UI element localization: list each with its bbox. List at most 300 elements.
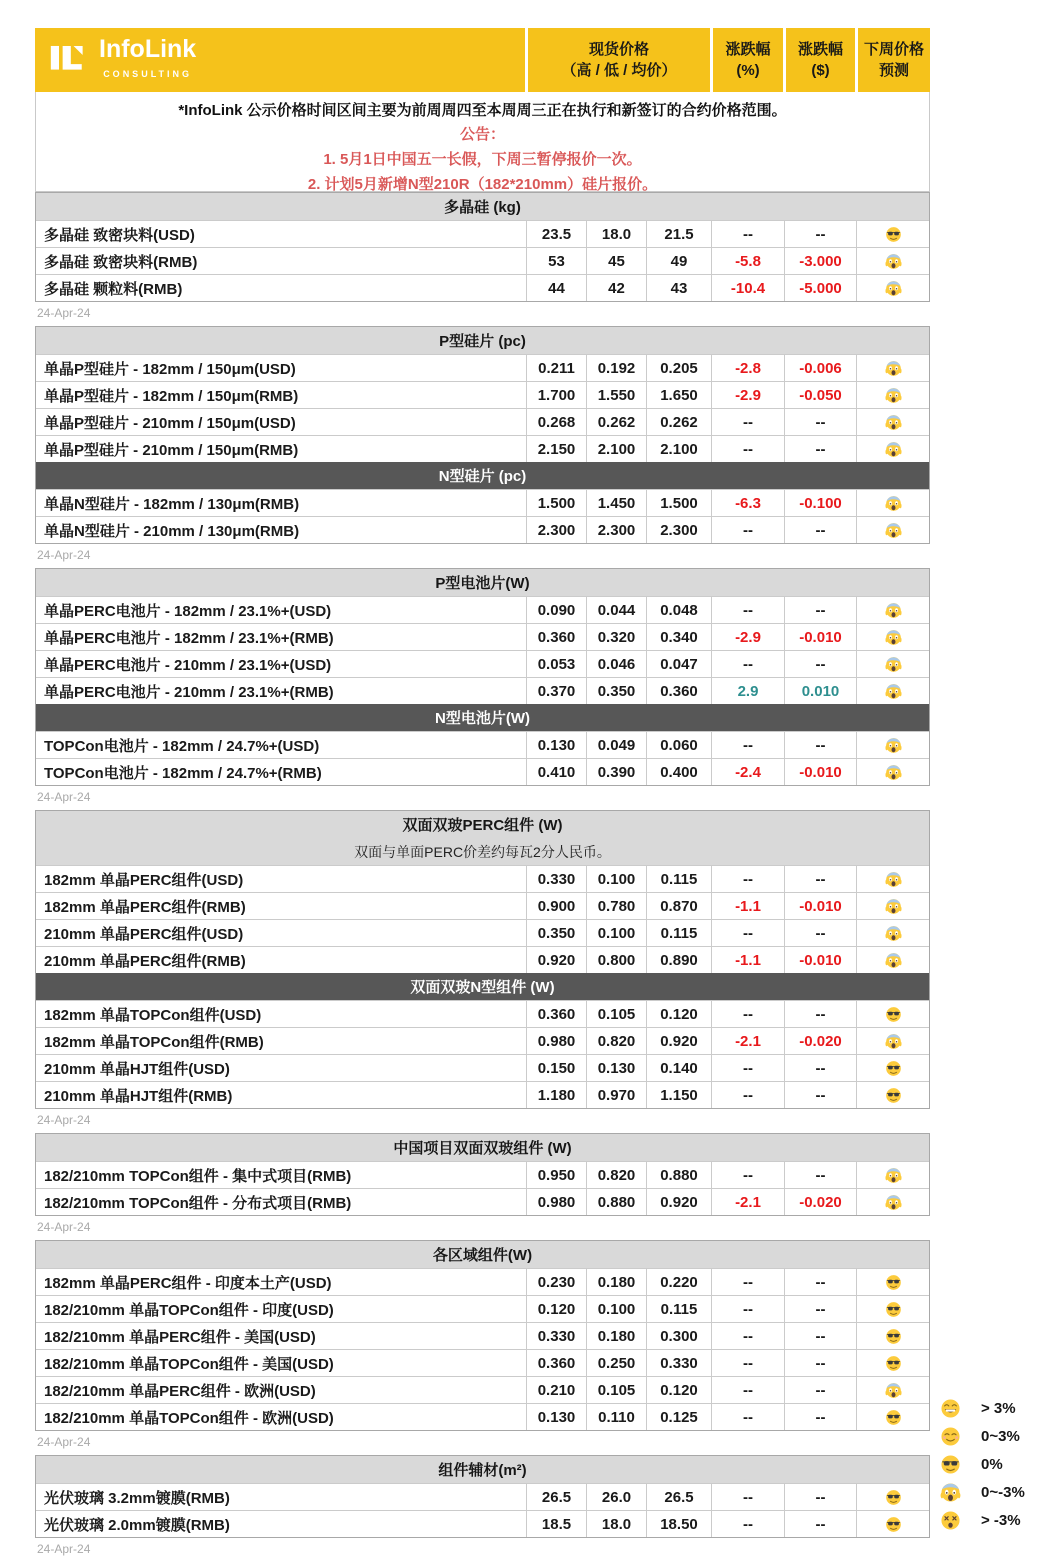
- price-high-cell: 0.900: [526, 893, 586, 919]
- scream-emoji-icon: [885, 1167, 902, 1184]
- price-low-cell: 0.820: [586, 1162, 646, 1188]
- forecast-cell: [856, 436, 929, 462]
- scream-emoji-icon: [885, 925, 902, 942]
- price-low-cell: 0.100: [586, 866, 646, 892]
- section-header: 双面双玻N型组件 (W): [36, 973, 929, 1000]
- change-usd-cell: -0.006: [784, 355, 856, 381]
- change-pct-cell: --: [711, 1377, 784, 1403]
- scream-emoji-icon: [885, 253, 902, 270]
- price-high-cell: 26.5: [526, 1484, 586, 1510]
- section-header: P型硅片 (pc): [36, 327, 929, 354]
- price-low-cell: 0.100: [586, 920, 646, 946]
- change-pct-cell: --: [711, 1269, 784, 1295]
- change-usd-subtitle: ($): [811, 62, 830, 79]
- change-usd-cell: -0.010: [784, 759, 856, 785]
- change-usd-cell: -5.000: [784, 275, 856, 301]
- table-row: [36, 1268, 929, 1295]
- change-usd-cell: --: [784, 1162, 856, 1188]
- change-pct-cell: -2.9: [711, 382, 784, 408]
- table-row: [36, 650, 929, 677]
- forecast-subtitle: 预测: [878, 62, 909, 79]
- forecast-cell: [856, 597, 929, 623]
- product-name-cell: 182mm 单晶PERC组件(RMB): [44, 898, 246, 916]
- table-row: [36, 435, 929, 462]
- price-avg-cell: 0.870: [646, 893, 711, 919]
- forecast-cell: [856, 517, 929, 543]
- price-low-cell: 0.105: [586, 1001, 646, 1027]
- product-name-cell: TOPCon电池片 - 182mm / 24.7%+(RMB): [44, 764, 322, 782]
- price-high-cell: 0.130: [526, 1404, 586, 1430]
- price-avg-cell: 1.500: [646, 490, 711, 516]
- price-avg-cell: 0.920: [646, 1189, 711, 1215]
- product-name-cell: 多晶硅 致密块料(USD): [44, 226, 195, 244]
- legend-label: > 3%: [981, 1399, 1016, 1417]
- change-pct-cell: --: [711, 597, 784, 623]
- cool-emoji-icon: [885, 1516, 902, 1533]
- product-name-cell: 单晶P型硅片 - 210mm / 150μm(RMB): [44, 441, 299, 459]
- table-row: [36, 354, 929, 381]
- price-avg-cell: 0.125: [646, 1404, 711, 1430]
- product-name-cell: 210mm 单晶PERC组件(RMB): [44, 952, 246, 970]
- price-low-cell: 0.250: [586, 1350, 646, 1376]
- scream-emoji-icon: [885, 764, 902, 781]
- product-name-cell: 单晶P型硅片 - 210mm / 150μm(USD): [44, 414, 296, 432]
- change-usd-cell: --: [784, 1082, 856, 1108]
- price-high-cell: 0.330: [526, 866, 586, 892]
- section-box: [35, 1455, 930, 1538]
- price-avg-cell: 0.890: [646, 947, 711, 973]
- section-date: 24-Apr-24: [37, 1220, 91, 1234]
- price-low-cell: 0.046: [586, 651, 646, 677]
- price-avg-cell: 0.340: [646, 624, 711, 650]
- price-high-cell: 0.120: [526, 1296, 586, 1322]
- product-name-cell: 单晶PERC电池片 - 182mm / 23.1%+(RMB): [44, 629, 334, 647]
- change-pct-subtitle: (%): [736, 62, 760, 79]
- table-row: [36, 1081, 929, 1108]
- price-low-cell: 0.049: [586, 732, 646, 758]
- table-row: [36, 408, 929, 435]
- price-avg-cell: 21.5: [646, 221, 711, 247]
- product-name-cell: 光伏玻璃 3.2mm镀膜(RMB): [44, 1489, 230, 1507]
- price-low-cell: 0.820: [586, 1028, 646, 1054]
- forecast-cell: [856, 624, 929, 650]
- product-name-cell: 单晶PERC电池片 - 210mm / 23.1%+(RMB): [44, 683, 334, 701]
- forecast-title: 下周价格: [863, 41, 924, 58]
- scream-emoji-icon: [885, 360, 902, 377]
- change-usd-cell: --: [784, 732, 856, 758]
- price-low-cell: 42: [586, 275, 646, 301]
- price-low-cell: 0.262: [586, 409, 646, 435]
- change-pct-cell: --: [711, 221, 784, 247]
- section-header: 各区域组件(W): [36, 1241, 929, 1268]
- product-name-cell: 单晶PERC电池片 - 182mm / 23.1%+(USD): [44, 602, 332, 620]
- price-low-cell: 0.350: [586, 678, 646, 704]
- price-avg-cell: 1.650: [646, 382, 711, 408]
- brand-name: InfoLink: [99, 34, 197, 63]
- product-name-cell: 210mm 单晶HJT组件(USD): [44, 1060, 230, 1078]
- table-row: [36, 677, 929, 704]
- table-row: [36, 596, 929, 623]
- legend-label: > -3%: [981, 1511, 1021, 1529]
- price-high-cell: 1.500: [526, 490, 586, 516]
- section-box: [35, 568, 930, 786]
- scream-emoji-icon: [885, 522, 902, 539]
- price-high-cell: 0.950: [526, 1162, 586, 1188]
- scream-emoji-icon: [885, 629, 902, 646]
- table-row: [36, 274, 929, 301]
- price-high-cell: 0.268: [526, 409, 586, 435]
- legend-item: [936, 1450, 1040, 1478]
- product-name-cell: 单晶P型硅片 - 182mm / 150μm(RMB): [44, 387, 299, 405]
- product-name-cell: 182/210mm TOPCon组件 - 集中式项目(RMB): [44, 1167, 352, 1185]
- report-header-row: [35, 28, 930, 92]
- price-avg-cell: 0.220: [646, 1269, 711, 1295]
- change-usd-cell: --: [784, 1055, 856, 1081]
- price-low-cell: 0.044: [586, 597, 646, 623]
- forecast-cell: [856, 947, 929, 973]
- section-date: 24-Apr-24: [37, 1113, 91, 1127]
- price-high-cell: 0.920: [526, 947, 586, 973]
- scream-emoji-icon: [885, 1382, 902, 1399]
- forecast-cell: [856, 1511, 929, 1537]
- price-high-cell: 0.150: [526, 1055, 586, 1081]
- legend-item: [936, 1478, 1040, 1506]
- price-low-cell: 0.105: [586, 1377, 646, 1403]
- forecast-cell: [856, 1377, 929, 1403]
- product-name-cell: 182/210mm 单晶PERC组件 - 美国(USD): [44, 1328, 316, 1346]
- brand-block: [35, 28, 525, 92]
- price-avg-cell: 43: [646, 275, 711, 301]
- change-usd-cell: -0.020: [784, 1189, 856, 1215]
- change-usd-cell: --: [784, 1296, 856, 1322]
- price-avg-cell: 0.330: [646, 1350, 711, 1376]
- price-high-cell: 0.130: [526, 732, 586, 758]
- forecast-cell: [856, 1404, 929, 1430]
- price-high-cell: 0.360: [526, 624, 586, 650]
- scream-emoji-icon: [885, 414, 902, 431]
- change-pct-cell: -2.8: [711, 355, 784, 381]
- price-high-cell: 0.370: [526, 678, 586, 704]
- table-row: [36, 1027, 929, 1054]
- price-avg-cell: 2.100: [646, 436, 711, 462]
- announcement-line-2: 2. 计划5月新增N型210R（182*210mm）硅片报价。: [307, 176, 658, 193]
- price-high-cell: 2.150: [526, 436, 586, 462]
- infolink-logo-icon: [49, 43, 89, 78]
- legend-item: [936, 1394, 1040, 1422]
- change-pct-cell: --: [711, 1511, 784, 1537]
- section-date: 24-Apr-24: [37, 306, 91, 320]
- product-name-cell: 210mm 单晶HJT组件(RMB): [44, 1087, 233, 1105]
- forecast-cell: [856, 1296, 929, 1322]
- forecast-cell: [856, 732, 929, 758]
- change-usd-cell: -0.010: [784, 947, 856, 973]
- section-date: 24-Apr-24: [37, 1435, 91, 1449]
- price-avg-cell: 0.140: [646, 1055, 711, 1081]
- change-usd-cell: --: [784, 1323, 856, 1349]
- table-row: [36, 919, 929, 946]
- forecast-cell: [856, 1323, 929, 1349]
- change-usd-cell: -0.100: [784, 490, 856, 516]
- change-pct-cell: -10.4: [711, 275, 784, 301]
- column-header-change-pct: [710, 28, 783, 92]
- price-low-cell: 2.300: [586, 517, 646, 543]
- table-row: [36, 731, 929, 758]
- change-usd-cell: --: [784, 1404, 856, 1430]
- change-pct-cell: --: [711, 409, 784, 435]
- price-high-cell: 0.230: [526, 1269, 586, 1295]
- change-usd-cell: --: [784, 1377, 856, 1403]
- cool-emoji-icon: [885, 1409, 902, 1426]
- price-high-cell: 0.210: [526, 1377, 586, 1403]
- price-high-cell: 0.980: [526, 1028, 586, 1054]
- change-usd-title: 涨跌幅: [797, 41, 843, 58]
- product-name-cell: 182mm 单晶PERC组件 - 印度本土产(USD): [44, 1274, 332, 1292]
- table-row: [36, 1376, 929, 1403]
- forecast-cell: [856, 759, 929, 785]
- product-name-cell: 182/210mm 单晶TOPCon组件 - 欧洲(USD): [44, 1409, 334, 1427]
- forecast-cell: [856, 221, 929, 247]
- change-usd-cell: -3.000: [784, 248, 856, 274]
- table-row: [36, 1161, 929, 1188]
- price-avg-cell: 0.115: [646, 866, 711, 892]
- price-low-cell: 2.100: [586, 436, 646, 462]
- change-usd-cell: --: [784, 597, 856, 623]
- product-name-cell: 单晶N型硅片 - 182mm / 130μm(RMB): [44, 495, 300, 513]
- change-usd-cell: 0.010: [784, 678, 856, 704]
- product-name-cell: TOPCon电池片 - 182mm / 24.7%+(USD): [44, 737, 320, 755]
- product-name-cell: 182mm 单晶TOPCon组件(RMB): [44, 1033, 264, 1051]
- table-row: [36, 381, 929, 408]
- table-row: [36, 1054, 929, 1081]
- cool-emoji-icon: [885, 1301, 902, 1318]
- section-header: N型电池片(W): [36, 704, 929, 731]
- change-usd-cell: -0.010: [784, 893, 856, 919]
- forecast-cell: [856, 409, 929, 435]
- price-low-cell: 0.180: [586, 1269, 646, 1295]
- price-avg-cell: 0.060: [646, 732, 711, 758]
- price-report: [35, 28, 930, 1562]
- scream-emoji-icon: [885, 441, 902, 458]
- forecast-cell: [856, 1162, 929, 1188]
- table-row: [36, 1188, 929, 1215]
- change-pct-cell: -2.1: [711, 1028, 784, 1054]
- legend-item: [936, 1506, 1040, 1534]
- change-pct-cell: --: [711, 1484, 784, 1510]
- forecast-cell: [856, 1055, 929, 1081]
- price-low-cell: 0.970: [586, 1082, 646, 1108]
- price-avg-cell: 0.262: [646, 409, 711, 435]
- price-low-cell: 0.800: [586, 947, 646, 973]
- scream-emoji-icon: [885, 952, 902, 969]
- price-avg-cell: 0.115: [646, 1296, 711, 1322]
- change-usd-cell: --: [784, 221, 856, 247]
- cool-emoji-icon: [940, 1454, 961, 1475]
- price-low-cell: 0.180: [586, 1323, 646, 1349]
- brand-tagline: CONSULTING: [103, 68, 193, 79]
- product-name-cell: 210mm 单晶PERC组件(USD): [44, 925, 244, 943]
- forecast-cell: [856, 866, 929, 892]
- table-row: [36, 247, 929, 274]
- section-header: 多晶硅 (kg): [36, 193, 929, 220]
- change-pct-cell: --: [711, 436, 784, 462]
- forecast-cell: [856, 248, 929, 274]
- legend-label: 0~-3%: [981, 1483, 1025, 1501]
- table-row: [36, 1403, 929, 1430]
- price-low-cell: 0.110: [586, 1404, 646, 1430]
- cool-emoji-icon: [885, 1328, 902, 1345]
- sections-container: [35, 192, 930, 1562]
- forecast-cell: [856, 1001, 929, 1027]
- cool-emoji-icon: [885, 1355, 902, 1372]
- table-row: [36, 892, 929, 919]
- legend-label: 0~3%: [981, 1427, 1020, 1445]
- product-name-cell: 单晶P型硅片 - 182mm / 150μm(USD): [44, 360, 296, 378]
- price-avg-cell: 0.120: [646, 1001, 711, 1027]
- price-avg-cell: 0.047: [646, 651, 711, 677]
- product-name-cell: 多晶硅 颗粒料(RMB): [44, 280, 183, 298]
- legend-item: [936, 1422, 1040, 1450]
- scream-emoji-icon: [885, 683, 902, 700]
- price-low-cell: 45: [586, 248, 646, 274]
- price-avg-cell: 0.920: [646, 1028, 711, 1054]
- change-pct-cell: --: [711, 1082, 784, 1108]
- product-name-cell: 182/210mm TOPCon组件 - 分布式项目(RMB): [44, 1194, 352, 1212]
- price-low-cell: 18.0: [586, 1511, 646, 1537]
- scream-emoji-icon: [885, 280, 902, 297]
- scream-emoji-icon: [885, 1194, 902, 1211]
- change-pct-cell: --: [711, 866, 784, 892]
- scream-emoji-icon: [940, 1482, 961, 1503]
- price-high-cell: 44: [526, 275, 586, 301]
- section-subtitle: 双面与单面PERC价差约每瓦2分人民币。: [36, 838, 929, 865]
- table-row: [36, 1000, 929, 1027]
- table-row: [36, 489, 929, 516]
- forecast-legend: [936, 1394, 1040, 1534]
- forecast-cell: [856, 355, 929, 381]
- change-pct-cell: --: [711, 1001, 784, 1027]
- change-pct-cell: -2.1: [711, 1189, 784, 1215]
- price-avg-cell: 0.880: [646, 1162, 711, 1188]
- table-row: [36, 516, 929, 543]
- price-high-cell: 0.980: [526, 1189, 586, 1215]
- table-row: [36, 758, 929, 785]
- change-usd-cell: --: [784, 1269, 856, 1295]
- forecast-cell: [856, 678, 929, 704]
- change-pct-cell: --: [711, 1350, 784, 1376]
- price-high-cell: 0.350: [526, 920, 586, 946]
- change-pct-cell: --: [711, 1404, 784, 1430]
- price-avg-cell: 0.360: [646, 678, 711, 704]
- product-name-cell: 单晶PERC电池片 - 210mm / 23.1%+(USD): [44, 656, 332, 674]
- spot-price-subtitle: （高 / 低 / 均价）: [561, 62, 677, 79]
- change-usd-cell: --: [784, 1484, 856, 1510]
- product-name-cell: 182/210mm 单晶TOPCon组件 - 美国(USD): [44, 1355, 334, 1373]
- change-usd-cell: --: [784, 1001, 856, 1027]
- change-pct-cell: --: [711, 1055, 784, 1081]
- price-avg-cell: 0.048: [646, 597, 711, 623]
- table-row: [36, 946, 929, 973]
- forecast-cell: [856, 893, 929, 919]
- price-low-cell: 1.550: [586, 382, 646, 408]
- section-box: [35, 1133, 930, 1216]
- section-header: 组件辅材(m²): [36, 1456, 929, 1483]
- section-header: P型电池片(W): [36, 569, 929, 596]
- change-usd-cell: --: [784, 866, 856, 892]
- forecast-cell: [856, 920, 929, 946]
- price-low-cell: 0.880: [586, 1189, 646, 1215]
- change-usd-cell: -0.020: [784, 1028, 856, 1054]
- section-date: 24-Apr-24: [37, 790, 91, 804]
- scream-emoji-icon: [885, 898, 902, 915]
- product-name-cell: 182mm 单晶PERC组件(USD): [44, 871, 244, 889]
- dizzy-emoji-icon: [940, 1510, 961, 1531]
- cool-emoji-icon: [885, 1489, 902, 1506]
- scream-emoji-icon: [885, 387, 902, 404]
- table-row: [36, 865, 929, 892]
- change-pct-title: 涨跌幅: [725, 41, 771, 58]
- price-avg-cell: 0.400: [646, 759, 711, 785]
- change-usd-cell: --: [784, 436, 856, 462]
- change-usd-cell: --: [784, 651, 856, 677]
- price-avg-cell: 0.115: [646, 920, 711, 946]
- change-usd-cell: --: [784, 409, 856, 435]
- forecast-cell: [856, 1189, 929, 1215]
- smile-emoji-icon: [940, 1426, 961, 1447]
- forecast-cell: [856, 382, 929, 408]
- cool-emoji-icon: [885, 1274, 902, 1291]
- change-usd-cell: --: [784, 1511, 856, 1537]
- price-low-cell: 18.0: [586, 221, 646, 247]
- change-usd-cell: --: [784, 920, 856, 946]
- scream-emoji-icon: [885, 1033, 902, 1050]
- price-avg-cell: 0.120: [646, 1377, 711, 1403]
- table-row: [36, 1322, 929, 1349]
- price-avg-cell: 0.300: [646, 1323, 711, 1349]
- table-row: [36, 623, 929, 650]
- column-header-change-usd: [783, 28, 855, 92]
- product-name-cell: 单晶N型硅片 - 210mm / 130μm(RMB): [44, 522, 300, 540]
- price-low-cell: 0.100: [586, 1296, 646, 1322]
- announcement-line-1: 1. 5月1日中国五一长假，下周三暂停报价一次。: [323, 151, 642, 168]
- change-pct-cell: 2.9: [711, 678, 784, 704]
- price-high-cell: 0.090: [526, 597, 586, 623]
- grin-emoji-icon: [940, 1398, 961, 1419]
- section-box: [35, 810, 930, 1109]
- spot-price-title: 现货价格: [588, 41, 649, 58]
- scream-emoji-icon: [885, 737, 902, 754]
- price-low-cell: 26.0: [586, 1484, 646, 1510]
- section-header: 双面双玻PERC组件 (W): [36, 811, 929, 838]
- notice-main-line: *InfoLink 公示价格时间区间主要为前周周四至本周周三正在执行和新签订的合约价格范围。: [178, 102, 787, 119]
- change-pct-cell: -2.4: [711, 759, 784, 785]
- forecast-cell: [856, 1350, 929, 1376]
- price-low-cell: 0.390: [586, 759, 646, 785]
- change-pct-cell: --: [711, 517, 784, 543]
- brand-text: [99, 36, 196, 85]
- price-low-cell: 0.320: [586, 624, 646, 650]
- change-usd-cell: --: [784, 517, 856, 543]
- forecast-cell: [856, 651, 929, 677]
- product-name-cell: 光伏玻璃 2.0mm镀膜(RMB): [44, 1516, 230, 1534]
- price-high-cell: 0.360: [526, 1001, 586, 1027]
- product-name-cell: 182mm 单晶TOPCon组件(USD): [44, 1006, 262, 1024]
- column-header-forecast: [855, 28, 930, 92]
- cool-emoji-icon: [885, 1006, 902, 1023]
- change-usd-cell: -0.010: [784, 624, 856, 650]
- column-header-spot-price: [525, 28, 710, 92]
- change-pct-cell: --: [711, 920, 784, 946]
- cool-emoji-icon: [885, 1087, 902, 1104]
